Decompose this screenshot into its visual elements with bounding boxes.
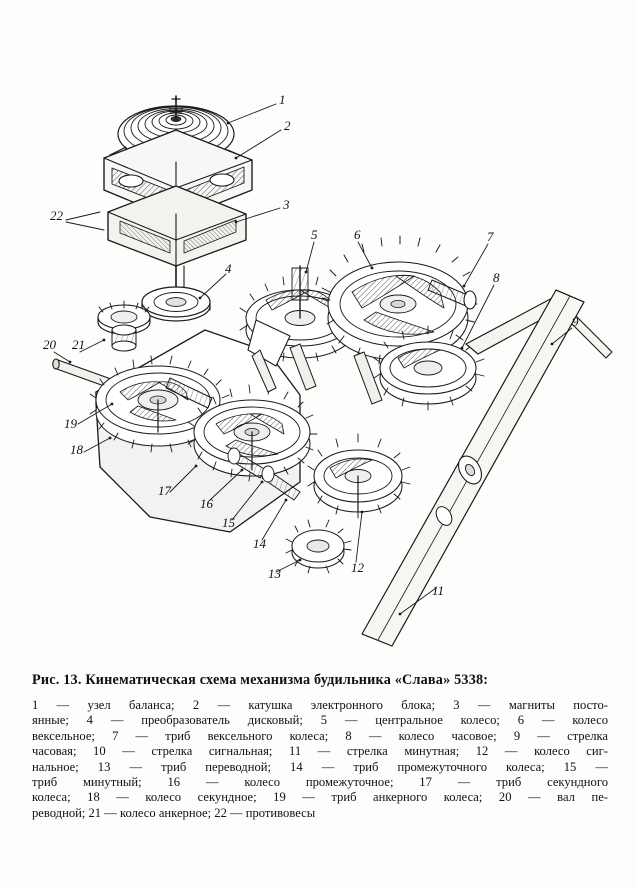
callout-20: 20 <box>43 337 56 352</box>
callout-11: 11 <box>432 583 445 598</box>
callout-8: 8 <box>493 270 500 285</box>
callout-12: 12 <box>351 560 364 575</box>
callout-22: 22 <box>50 208 63 223</box>
caption-block <box>32 672 608 821</box>
callout-4: 4 <box>225 261 232 276</box>
legend-line-5: нальное; 13 — триб переводной; 14 — триб промежуточного колеса; 15 — <box>32 759 608 774</box>
legend-line-8: реводной; 21 — колесо анкерное; 22 — противовесы <box>32 805 316 820</box>
callout-6: 6 <box>354 227 361 242</box>
callout-19: 19 <box>64 416 77 431</box>
figure-legend <box>32 698 608 821</box>
callout-14: 14 <box>253 536 266 551</box>
legend-line-6: триб минутный; 16 — колесо промежуточное; 17 — триб секундного <box>32 775 608 790</box>
legend-line-3: вексельное; 7 — триб вексельного колеса; 8 — колесо часовое; 9 — стрелка <box>32 728 608 743</box>
callout-13: 13 <box>268 566 281 581</box>
callout-2: 2 <box>284 118 291 133</box>
legend-line-2: янные; 4 — преобразователь дисковый; 5 — центральное колесо; 6 — колесо <box>32 713 608 728</box>
callout-17: 17 <box>158 483 171 498</box>
callout-5: 5 <box>311 227 318 242</box>
legend-line-1: 1 — узел баланса; 2 — катушка электронного блока; 3 — магниты посто- <box>32 698 608 712</box>
callout-15: 15 <box>222 515 235 530</box>
callout-7: 7 <box>487 229 494 244</box>
legend-line-4: часовая; 10 — стрелка сигнальная; 11 — стрелка минутная; 12 — колесо сиг- <box>32 744 608 759</box>
callout-9: 9 <box>572 314 579 329</box>
figure-caption: Рис. 13. Кинематическая схема механизма будильника «Слава» 5338: <box>32 672 489 688</box>
callout-21: 21 <box>72 337 85 352</box>
callout-3: 3 <box>283 197 290 212</box>
callout-1: 1 <box>279 92 286 107</box>
callout-16: 16 <box>200 496 213 511</box>
legend-line-7: колеса; 18 — колесо секундное; 19 — триб анкерного колеса; 20 — вал пе- <box>32 790 608 805</box>
callout-18: 18 <box>70 442 83 457</box>
